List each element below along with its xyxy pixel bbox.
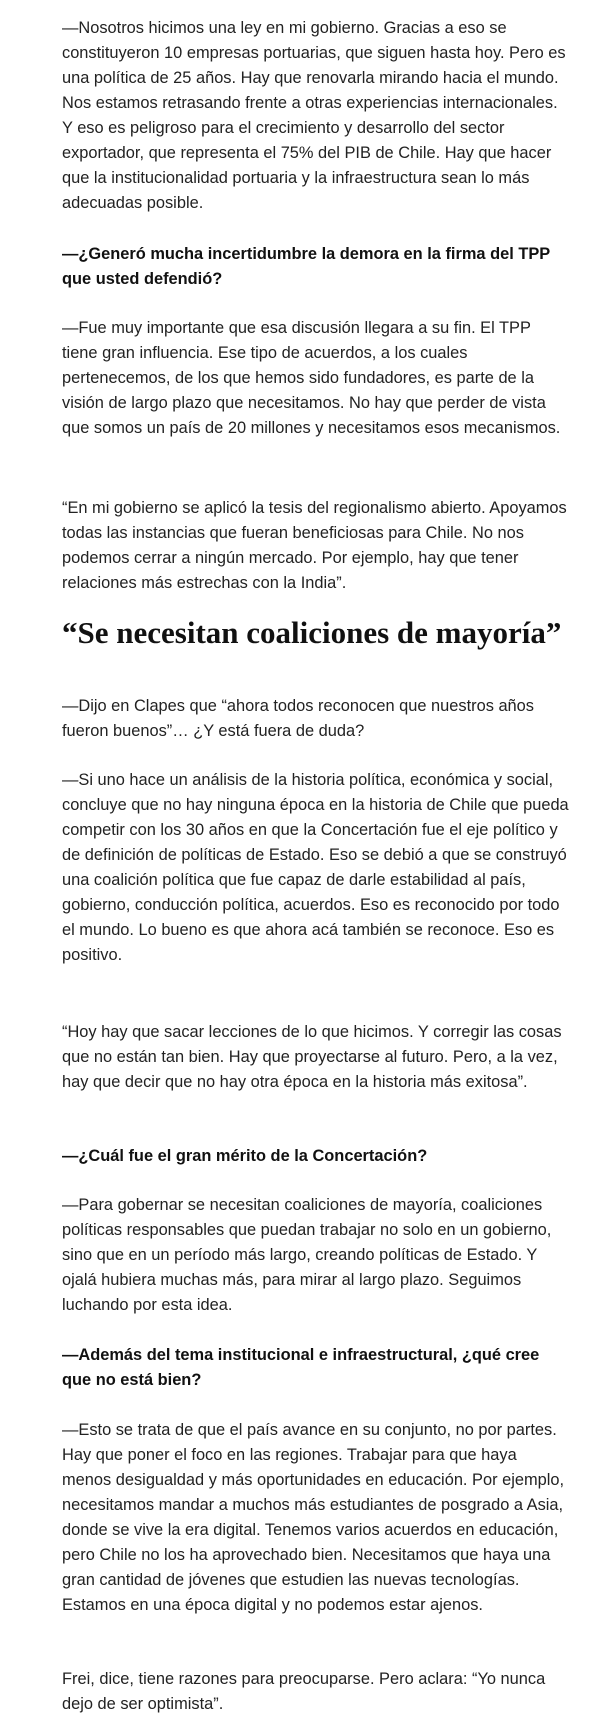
- answer-paragraph: —Si uno hace un análisis de la historia política, económica y social, concluye que no hay ninguna época en la historia de Chile que pueda competir con los 30 años en que la Concertación fue el eje político y de definición de políticas de Estado. Eso se debió a que se construyó una coalición política que fue capaz de darle estabilidad al país, gobierno, conducción política, acuerdos. Eso es reconocido por todo el mundo. Lo bueno es que ahora acá también se reconoce. Eso es positivo.: [62, 771, 569, 964]
- answer-paragraph: —Nosotros hicimos una ley en mi gobierno. Gracias a eso se constituyeron 10 empresas portuarias, que siguen hasta hoy. Pero es una política de 25 años. Hay que renovarla mirando hacia el mundo. Nos estamos retrasando frente a otras experiencias internacionales. Y eso es peligroso para el crecimiento y desarrollo del sector exportador, que representa el 75% del PIB de Chile. Hay que hacer que la institucionalidad portuaria y la infraestructura sean lo más adecuadas posible.: [62, 19, 566, 212]
- quote-paragraph: “Hoy hay que sacar lecciones de lo que hicimos. Y corregir las cosas que no están tan bien. Hay que proyectarse al futuro. Pero, a la vez, hay que decir que no hay otra época en la historia más exitosa”.: [62, 1023, 562, 1091]
- closing-paragraph: Frei, dice, tiene razones para preocuparse. Pero aclara: “Yo nunca dejo de ser optimista”.: [62, 1670, 546, 1713]
- interview-question: —Además del tema institucional e infraestructural, ¿qué cree que no está bien?: [62, 1346, 540, 1389]
- section-heading: “Se necesitan coaliciones de mayoría”: [62, 615, 562, 650]
- interview-question: —¿Cuál fue el gran mérito de la Concertación?: [62, 1147, 428, 1165]
- answer-paragraph: —Fue muy importante que esa discusión llegara a su fin. El TPP tiene gran influencia. Ese tipo de acuerdos, a los cuales pertenecemos, de los que hemos sido fundadores, es parte de la visión de largo plazo que necesitamos. No hay que perder de vista que somos un país de 20 millones y necesitamos esos mecanismos.: [62, 319, 561, 437]
- interview-question: —¿Generó mucha incertidumbre la demora en la firma del TPP que usted defendió?: [62, 245, 550, 288]
- answer-paragraph: —Esto se trata de que el país avance en su conjunto, no por partes. Hay que poner el foco en las regiones. Trabajar para que haya menos desigualdad y más oportunidades en educación. Por ejemplo, necesitamos mandar a muchos más estudiantes de posgrado a Asia, donde se vive la era digital. Tenemos varios acuerdos en educación, pero Chile no los ha aprovechado bien. Necesitamos que haya una gran cantidad de jóvenes que estudien las nuevas tecnologías. Estamos en una época digital y no podemos estar ajenos.: [62, 1421, 565, 1614]
- quote-paragraph: “En mi gobierno se aplicó la tesis del regionalismo abierto. Apoyamos todas las instancias que fueran beneficiosas para Chile. No nos podemos cerrar a ningún mercado. Por ejemplo, hay que tener relaciones más estrechas con la India”.: [62, 499, 567, 592]
- interview-question: —Dijo en Clapes que “ahora todos reconocen que nuestros años fueron buenos”… ¿Y está fuera de duda?: [62, 697, 534, 740]
- answer-paragraph: —Para gobernar se necesitan coaliciones de mayoría, coaliciones políticas responsables que puedan trabajar no solo en un gobierno, sino que en un período más largo, creando políticas de Estado. Y ojalá hubiera muchas más, para mirar al largo plazo. Seguimos luchando por esta idea.: [62, 1196, 552, 1314]
